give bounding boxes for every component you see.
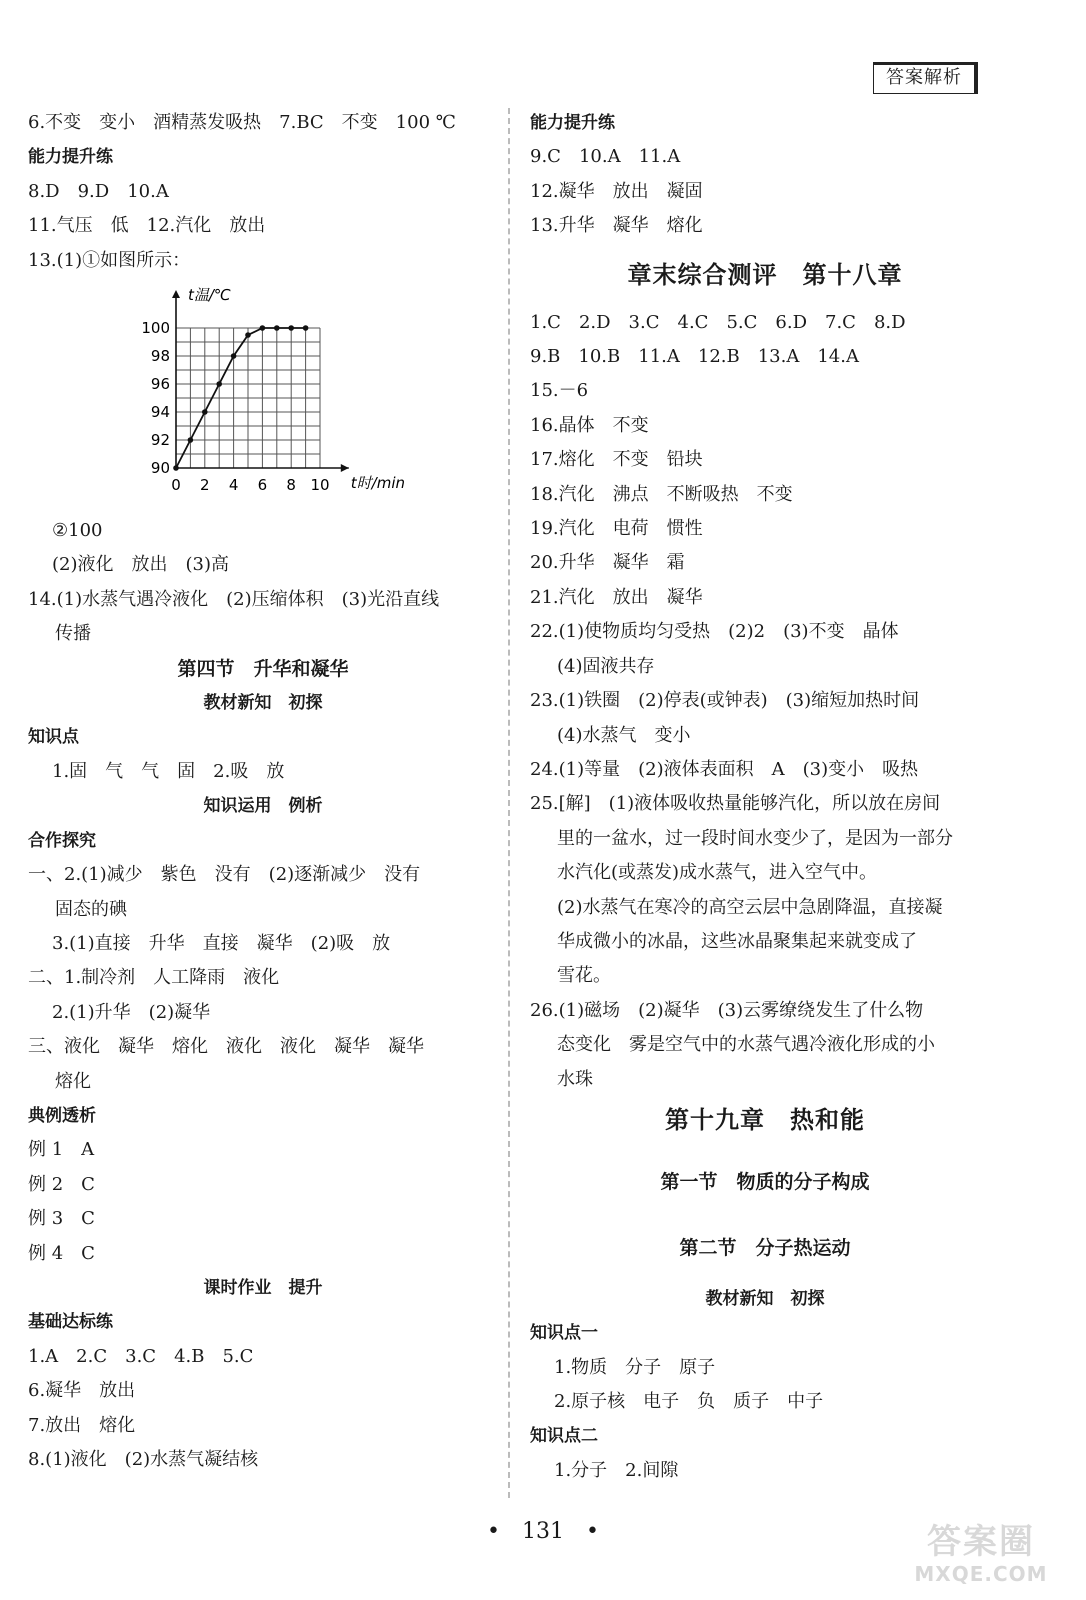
answer-line: 16.晶体 不变 (530, 414, 649, 436)
watermark-logo (896, 1522, 1066, 1592)
answer-line: (2)液化 放出 (3)高 (52, 554, 229, 576)
answer-line: 11.气压 低 12.汽化 放出 (28, 215, 266, 237)
answer-line: 水珠 (557, 1068, 593, 1090)
answer-line: 9.C 10.A 11.A (530, 146, 681, 168)
answer-line: (4)固液共存 (557, 655, 655, 677)
answer-line: 例 2 C (28, 1173, 95, 1195)
answer-line: 1.C 2.D 3.C 4.C 5.C 6.D 7.C 8.D (530, 311, 906, 333)
left-column (28, 106, 498, 1477)
answer-line: 1.分子 2.间隙 (554, 1459, 679, 1481)
x-tick-label: 8 (286, 476, 296, 495)
heading: 知识运用 例析 (203, 796, 323, 817)
answer-line: 12.凝华 放出 凝固 (530, 180, 703, 202)
answer-line: 1.固 气 气 固 2.吸 放 (52, 760, 285, 782)
answer-line: 19.汽化 电荷 惯性 (530, 518, 703, 540)
answer-line: 3.(1)直接 升华 直接 凝华 (2)吸 放 (52, 932, 391, 954)
data-point (274, 325, 280, 331)
answer-line: 二、1.制冷剂 人工降雨 液化 (28, 967, 280, 989)
y-tick-label: 92 (150, 431, 170, 450)
answer-line: 一、2.(1)减少 紫色 没有 (2)逐渐减少 没有 (28, 864, 421, 886)
y-tick-label: 100 (141, 319, 170, 338)
x-tick-label: 0 (171, 476, 181, 495)
answer-line: 22.(1)使物质均匀受热 (2)2 (3)不变 晶体 (530, 621, 899, 643)
answer-line: ②100 (52, 520, 103, 542)
subheading: 能力提升练 (530, 113, 615, 133)
data-point (231, 353, 237, 359)
answer-line (530, 1143, 1000, 1165)
heading: 教材新知 初探 (203, 693, 323, 714)
answer-line: 2.(1)升华 (2)凝华 (52, 1001, 211, 1023)
answer-line: 7.放出 熔化 (28, 1414, 136, 1436)
heading: 第一节 物质的分子构成 (660, 1170, 870, 1193)
x-axis-label: t时/min (350, 474, 406, 493)
subheading: 合作探究 (28, 830, 96, 851)
section-tag: 答案解析 (873, 62, 978, 94)
y-axis-label: t温/℃ (188, 286, 231, 305)
y-tick-label: 90 (150, 459, 170, 478)
data-point (288, 325, 294, 331)
answer-line: 21.汽化 放出 凝华 (530, 586, 703, 608)
answer-line: (4)水蒸气 变小 (557, 724, 691, 746)
answer-line: 8.D 9.D 10.A (28, 180, 169, 202)
x-tick-label: 2 (200, 476, 210, 495)
subheading: 典例透析 (28, 1105, 96, 1126)
data-point (245, 332, 251, 338)
heading: 第二节 分子热运动 (679, 1237, 851, 1260)
heading: 第十九章 热和能 (665, 1105, 865, 1134)
answer-line: 23.(1)铁圈 (2)停表(或钟表) (3)缩短加热时间 (530, 690, 920, 712)
answer-line: 24.(1)等量 (2)液体表面积 A (3)变小 吸热 (530, 758, 919, 780)
right-column-content (530, 106, 1000, 1488)
column-divider (508, 108, 510, 1498)
answer-line: 14.(1)水蒸气遇冷液化 (2)压缩体积 (3)光沿直线 (28, 588, 440, 610)
answer-line: 态变化 雾是空气中的水蒸气遇冷液化形成的小 (557, 1034, 935, 1056)
subheading: 基础达标练 (28, 1312, 113, 1333)
subheading: 知识点二 (530, 1426, 598, 1447)
data-point (303, 325, 309, 331)
answer-line: 1.物质 分子 原子 (554, 1356, 716, 1378)
answer-line: 26.(1)磁场 (2)凝华 (3)云雾缭绕发生了什么物 (530, 999, 924, 1021)
answer-line: 例 1 A (28, 1139, 95, 1161)
temperature-chart (28, 278, 498, 514)
answer-line: 1.A 2.C 3.C 4.B 5.C (28, 1345, 254, 1367)
answer-line: 传播 (55, 623, 91, 645)
watermark-bottom: MXQE.COM (914, 1562, 1048, 1586)
answer-line: 13.升华 凝华 熔化 (530, 215, 703, 237)
chart-svg (28, 278, 498, 514)
x-tick-label: 6 (257, 476, 268, 495)
data-point (216, 381, 222, 387)
left-column-top (28, 106, 498, 278)
answer-line: 15.－6 (530, 380, 589, 402)
answer-line: 25.[解] (1)液体吸收热量能够汽化，所以放在房间 (530, 793, 941, 815)
answer-line: 固态的碘 (55, 898, 127, 920)
answer-line: 三、液化 凝华 熔化 液化 液化 凝华 凝华 (28, 1036, 424, 1058)
answer-line: 里的一盆水，过一段时间水变少了，是因为一部分 (557, 827, 953, 849)
answer-line: 水汽化(或蒸发)成水蒸气，进入空气中。 (557, 862, 878, 884)
answer-line: 17.熔化 不变 铅块 (530, 449, 703, 471)
heading: 章末综合测评 第十八章 (627, 260, 903, 289)
x-tick-label: 10 (310, 476, 330, 495)
answer-line: 13.(1)①如图所示： (28, 249, 191, 271)
answer-line: 例 4 C (28, 1242, 95, 1264)
answer-line: 熔化 (55, 1070, 91, 1092)
answer-line: 2.原子核 电子 负 质子 中子 (554, 1391, 824, 1412)
data-point (202, 409, 208, 415)
x-tick-label: 4 (228, 476, 239, 495)
answer-line: 例 3 C (28, 1208, 95, 1230)
heading: 教材新知 初探 (705, 1288, 825, 1309)
answer-line: 18.汽化 沸点 不断吸热 不变 (530, 483, 793, 505)
answer-line: 8.(1)液化 (2)水蒸气凝结核 (28, 1449, 259, 1470)
watermark-top: 答案圈 (927, 1522, 1035, 1562)
answer-line (530, 1266, 1000, 1282)
answer-line: 6.凝华 放出 (28, 1380, 136, 1402)
x-axis-arrow (341, 464, 349, 472)
answer-line: 9.B 10.B 11.A 12.B 13.A 14.A (530, 346, 859, 368)
answer-line: 华成微小的冰晶，这些冰晶聚集起来就变成了 (557, 930, 917, 952)
answer-line: (2)水蒸气在寒冷的高空云层中急剧降温，直接凝 (557, 896, 943, 918)
answer-line: 6.不变 变小 酒精蒸发吸热 7.BC 不变 100 ℃ (28, 112, 456, 133)
answer-line: 20.升华 凝华 霜 (530, 552, 685, 574)
subheading: 知识点一 (530, 1323, 598, 1344)
data-point (188, 437, 194, 443)
left-column-bottom (28, 514, 498, 1477)
right-column (530, 106, 1000, 1488)
heading: 课时作业 提升 (203, 1277, 323, 1298)
y-axis-arrow (172, 290, 180, 298)
subheading: 知识点 (28, 727, 79, 748)
answer-line (530, 1199, 1000, 1231)
heading: 第四节 升华和凝华 (177, 657, 349, 680)
y-tick-label: 98 (150, 347, 170, 366)
answer-line: 雪花。 (557, 965, 611, 987)
page-number: • 131 • (487, 1519, 599, 1544)
data-point (260, 325, 266, 331)
data-point (173, 465, 179, 471)
y-tick-label: 94 (150, 403, 170, 422)
subheading: 能力提升练 (28, 147, 113, 168)
y-tick-label: 96 (150, 375, 170, 394)
